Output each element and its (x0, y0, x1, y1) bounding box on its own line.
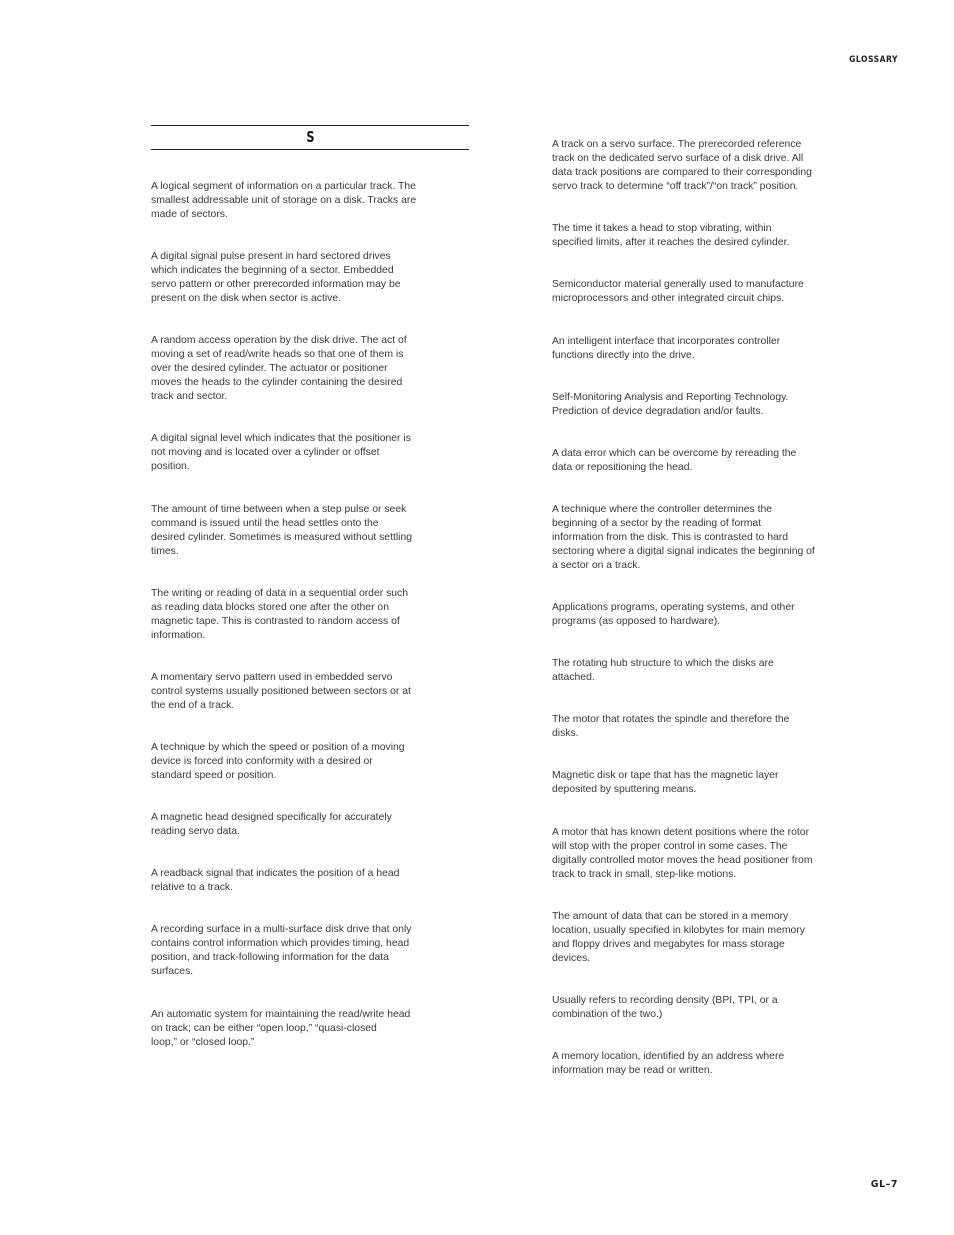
definition: Magnetic disk or tape that has the magnetic layer deposited by sputtering means. (552, 770, 779, 796)
definition: The motor that rotates the spindle and therefore the disks. (552, 714, 790, 740)
running-head: GLOSSARY (849, 55, 898, 65)
definition: Semiconductor material generally used to manufacture microprocessors and other integrated circuit chips. (552, 279, 804, 305)
definition: A digital signal level which indicates that the positioner is not moving and is located over a cylinder or offset position. (151, 433, 411, 473)
definition: Applications programs, operating systems, and other programs (as opposed to hardware). (552, 602, 795, 628)
definition: A logical segment of information on a particular track. The smallest addressable unit of storage on a disk. Tracks are made of sectors. (151, 181, 417, 221)
definition: A random access operation by the disk drive. The act of moving a set of read/write heads so that one of them is over the desired cylinder. The actuator or positioner moves the heads to the cylinder containing the desired track and sector. (151, 335, 407, 403)
definition: The rotating hub structure to which the disks are attached. (552, 658, 774, 684)
definition: An automatic system for maintaining the read/write head on track; can be either “open loop,” “quasi-closed loop,” or “closed loop.” (151, 1009, 411, 1049)
definition: A momentary servo pattern used in embedded servo control systems usually positioned between sectors or at the end of a track. (151, 672, 411, 712)
definition: A magnetic head designed specifically for accurately reading servo data. (151, 812, 392, 838)
section-heading (151, 125, 469, 150)
definition: The time it takes a head to stop vibrating, within specified limits, after it reaches the desired cylinder. (552, 223, 790, 249)
definition: A memory location, identified by an address where information may be read or written. (552, 1051, 785, 1077)
definition: A recording surface in a multi-surface disk drive that only contains control information which provides timing, head position, and track-following information for the data surfaces. (151, 924, 412, 978)
definition: A data error which can be overcome by rereading the data or repositioning the head. (552, 448, 797, 474)
definition: Self-Monitoring Analysis and Reporting Technology. Prediction of device degradation and/or faults. (552, 392, 789, 418)
definition: The amount of time between when a step pulse or seek command is issued until the head settles onto the desired cylinder. Sometimes is measured without settling times. (151, 504, 413, 558)
definition: A motor that has known detent positions where the rotor will stop with the proper control in some cases. The digitally controlled motor moves the head positioner from track to track in small, step-like motions. (552, 827, 813, 881)
definition: A track on a servo surface. The prerecorded reference track on the dedicated servo surface of a disk drive. All data track positions are compared to their corresponding servo track to determine “off track”/“on track” position. (552, 139, 812, 193)
definition: An intelligent interface that incorporates controller functions directly into the drive. (552, 336, 781, 362)
definition: The writing or reading of data in a sequential order such as reading data blocks stored one after the other on magnetic tape. This is contrasted to random access of information. (151, 588, 409, 642)
definition: The amount of data that can be stored in a memory location, usually specified in kilobytes for main memory and floppy drives and megabytes for mass storage devices. (552, 911, 805, 965)
definition: A technique where the controller determines the beginning of a sector by the reading of format information from the disk. This is contrasted to hard sectoring where a digital signal indicates the beginning of a sector on a track. (552, 504, 815, 572)
definition: A technique by which the speed or position of a moving device is forced into conformity with a desired or standard speed or position. (151, 742, 405, 782)
section-letter: S (305, 128, 315, 146)
definition: A digital signal pulse present in hard sectored drives which indicates the beginning of a sector. Embedded servo pattern or other prerecorded information may be present on the disk when sector is active. (151, 251, 401, 305)
page-number: GL–7 (870, 1179, 898, 1190)
definition: A readback signal that indicates the position of a head relative to a track. (151, 868, 400, 894)
definition: Usually refers to recording density (BPI, TPI, or a combination of the two.) (552, 995, 778, 1021)
